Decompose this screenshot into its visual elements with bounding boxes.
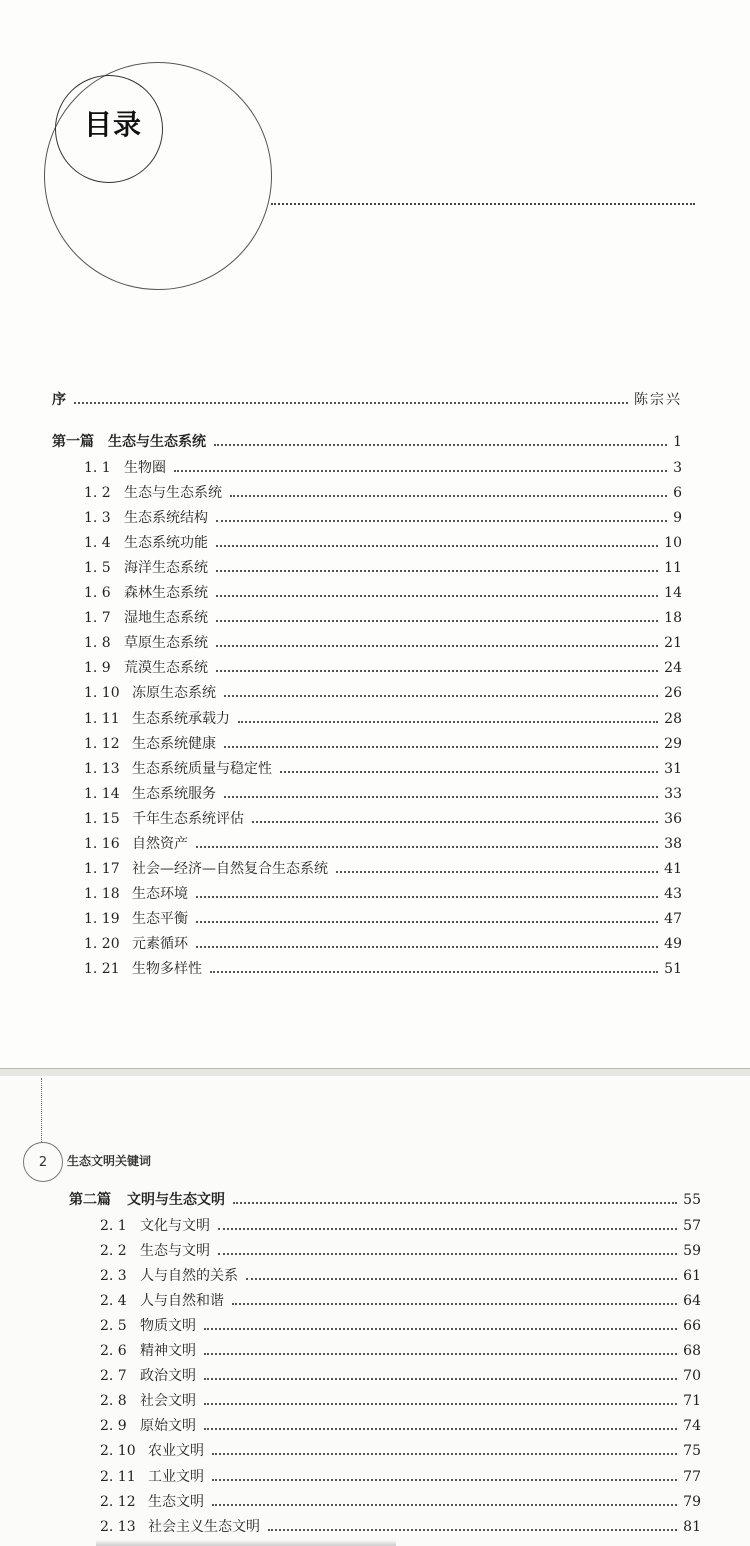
toc-entry-number: 1. 9 xyxy=(84,660,111,677)
toc-page-number: 61 xyxy=(683,1268,701,1285)
toc-leader-dots xyxy=(216,620,658,622)
toc-entry-title: 海洋生态系统 xyxy=(124,560,208,577)
toc-page-number: 24 xyxy=(664,660,682,677)
toc-entry-row[interactable] xyxy=(84,831,682,853)
toc-entry-title: 文化与文明 xyxy=(140,1218,210,1234)
toc-entry-row[interactable] xyxy=(100,1489,701,1511)
toc-entry-row[interactable] xyxy=(100,1388,701,1410)
toc-entry-title: 森林生态系统 xyxy=(124,585,208,602)
toc-entry-row[interactable] xyxy=(100,1313,701,1335)
toc-entry-row[interactable] xyxy=(100,1263,701,1285)
toc-entry-title: 冻原生态系统 xyxy=(132,685,216,702)
toc-entry-row[interactable] xyxy=(84,906,682,928)
toc-entry-row[interactable] xyxy=(84,731,682,753)
toc-entry-title: 湿地生态系统 xyxy=(124,610,208,627)
toc-leader-dots xyxy=(233,1202,677,1204)
toc-leader-dots xyxy=(204,1428,677,1430)
toc-page-number: 31 xyxy=(664,760,682,777)
toc-entry-title: 生态系统结构 xyxy=(124,510,208,527)
toc-page-number: 41 xyxy=(664,860,682,877)
toc-entry-title: 生态文明 xyxy=(148,1493,204,1510)
toc-page-number: 28 xyxy=(664,710,682,727)
running-header: 生态文明关键词 xyxy=(67,1154,152,1168)
toc-entry-title: 生态系统健康 xyxy=(132,735,216,752)
toc-entry-row[interactable] xyxy=(100,1514,701,1536)
toc-entry-number: 1. 1 xyxy=(84,460,111,476)
toc-entry-row[interactable] xyxy=(84,530,682,552)
toc-page-number: 49 xyxy=(664,935,682,952)
toc-entry-title: 社会文明 xyxy=(140,1393,196,1410)
toc-leader-dots xyxy=(218,1253,677,1255)
toc-entry-number: 2. 7 xyxy=(100,1368,127,1385)
toc-page-number: 14 xyxy=(664,585,682,602)
toc-entry-number: 1. 2 xyxy=(84,485,111,502)
toc-entry-row[interactable] xyxy=(100,1213,701,1235)
toc-part-number: 第二篇 xyxy=(69,1192,111,1208)
page-title: 目录 xyxy=(84,108,143,141)
toc-entry-title: 生态系统承载力 xyxy=(132,710,230,727)
toc-entry-row[interactable] xyxy=(84,655,682,677)
toc-entry-number: 2. 1 xyxy=(100,1218,127,1234)
toc-page-number: 71 xyxy=(683,1393,701,1410)
toc-page-number: 77 xyxy=(683,1468,701,1485)
toc-entry-number: 1. 20 xyxy=(84,935,120,952)
toc-leader-dots xyxy=(218,1228,677,1230)
toc-entry-row[interactable] xyxy=(84,555,682,577)
toc-leader-dots xyxy=(246,1278,677,1280)
toc-entry-row[interactable] xyxy=(100,1413,701,1435)
toc-entry-title: 生态系统服务 xyxy=(132,785,216,802)
toc-entry-row[interactable] xyxy=(84,956,682,978)
toc-part-title: 文明与生态文明 xyxy=(127,1192,225,1208)
toc-entry-title: 社会主义生态文明 xyxy=(148,1518,260,1535)
toc-entry-row[interactable] xyxy=(84,931,682,953)
toc-entry-row[interactable] xyxy=(84,856,682,878)
toc-entry-title: 生态系统质量与稳定性 xyxy=(132,760,272,777)
toc-page-number: 74 xyxy=(683,1418,701,1435)
toc-entry-title: 生物多样性 xyxy=(132,961,202,977)
toc-entry-number: 1. 16 xyxy=(84,835,120,852)
toc-page-number: 70 xyxy=(683,1368,701,1385)
toc-leader-dots xyxy=(238,721,658,723)
toc-page-number: 10 xyxy=(664,535,682,552)
toc-entry-row[interactable] xyxy=(84,881,682,903)
toc-entry-title: 生态系统功能 xyxy=(124,535,208,552)
toc-entry-title: 人与自然和谐 xyxy=(140,1293,224,1310)
toc-entry-number: 1. 3 xyxy=(84,510,111,527)
toc-entry-number: 2. 3 xyxy=(100,1268,127,1285)
toc-entry-number: 1. 4 xyxy=(84,535,111,552)
toc-leader-dots xyxy=(212,1453,677,1455)
toc-entry-number: 1. 5 xyxy=(84,560,111,577)
toc-entry-row[interactable] xyxy=(100,1438,701,1460)
toc-page-number: 81 xyxy=(683,1518,701,1535)
toc-entry-number: 2. 6 xyxy=(100,1343,127,1360)
toc-entry-number: 2. 2 xyxy=(100,1243,127,1260)
toc-page-number: 36 xyxy=(664,810,682,827)
toc-entry-row[interactable] xyxy=(84,455,682,477)
toc-entry-number: 2. 11 xyxy=(100,1468,136,1485)
toc-entry-row[interactable] xyxy=(84,480,682,502)
toc-leader-dots xyxy=(336,871,658,873)
toc-page-number: 79 xyxy=(683,1493,701,1510)
toc-entry-number: 2. 4 xyxy=(100,1293,127,1310)
toc-page-number: 26 xyxy=(664,685,682,702)
toc-leader-dots xyxy=(224,695,658,697)
toc-page-number: 21 xyxy=(664,635,682,652)
toc-entry-number: 1. 17 xyxy=(84,860,120,877)
page-number-badge: 2 xyxy=(23,1142,63,1182)
toc-leader-dots xyxy=(196,921,658,923)
toc-page-number: 1 xyxy=(673,434,682,450)
toc-entry-number: 1. 6 xyxy=(84,585,111,602)
toc-leader-dots xyxy=(224,796,658,798)
toc-page-number: 43 xyxy=(664,885,682,902)
toc-entry-row[interactable] xyxy=(84,605,682,627)
toc-leader-dots xyxy=(204,1328,677,1330)
toc-part-row[interactable] xyxy=(52,429,682,451)
toc-entry-title: 荒漠生态系统 xyxy=(124,660,208,677)
toc-leader-dots xyxy=(74,402,628,404)
toc-entry-number: 1. 21 xyxy=(84,961,120,977)
toc-entry-row[interactable] xyxy=(100,1338,701,1360)
toc-page-number: 47 xyxy=(664,910,682,927)
toc-entry-number: 2. 13 xyxy=(100,1518,136,1535)
toc-entry-row[interactable] xyxy=(84,806,682,828)
toc-entry-title: 生态与文明 xyxy=(140,1243,210,1260)
toc-entry-title: 草原生态系统 xyxy=(124,635,208,652)
toc-leader-dots xyxy=(214,444,667,446)
toc-leader-dots xyxy=(268,1529,677,1531)
toc-leader-dots xyxy=(210,971,658,973)
toc-entry-row[interactable] xyxy=(100,1464,701,1486)
toc-entry-row[interactable] xyxy=(84,630,682,652)
toc-leader-dots xyxy=(224,746,658,748)
toc-page-number: 11 xyxy=(664,560,682,577)
toc-page-number: 75 xyxy=(683,1443,701,1460)
toc-leader-dots xyxy=(216,520,667,522)
toc-entry-row[interactable] xyxy=(84,580,682,602)
toc-entry-number: 2. 5 xyxy=(100,1318,127,1335)
toc-preface-author: 陈宗兴 xyxy=(634,392,682,408)
toc-entry-row[interactable] xyxy=(100,1238,701,1260)
toc-page-number: 68 xyxy=(683,1343,701,1360)
toc-leader-dots xyxy=(216,670,658,672)
toc-page-number: 9 xyxy=(673,510,682,527)
toc-entry-title: 生态平衡 xyxy=(132,910,188,927)
toc-entry-number: 1. 11 xyxy=(84,710,120,727)
toc-entry-number: 1. 18 xyxy=(84,885,120,902)
toc-entry-row[interactable] xyxy=(84,756,682,778)
toc-entry-title: 原始文明 xyxy=(140,1418,196,1435)
cropped-next-entry xyxy=(96,1540,396,1546)
toc-leader-dots xyxy=(204,1403,677,1405)
toc-leader-dots xyxy=(216,545,658,547)
toc-page-number: 57 xyxy=(683,1218,701,1234)
toc-leader-dots xyxy=(252,821,658,823)
toc-entry-title: 农业文明 xyxy=(148,1443,204,1460)
toc-part-title: 生态与生态系统 xyxy=(108,434,206,450)
toc-entry-title: 元素循环 xyxy=(132,935,188,952)
toc-leader-dots xyxy=(204,1353,677,1355)
toc-entry-title: 生态与生态系统 xyxy=(124,485,222,502)
toc-entry-row[interactable] xyxy=(84,505,682,527)
toc-leader-dots xyxy=(216,645,658,647)
toc-page-number: 29 xyxy=(664,735,682,752)
title-dotted-rule xyxy=(271,203,695,205)
toc-leader-dots xyxy=(212,1504,677,1506)
toc-entry-title: 生物圈 xyxy=(124,460,166,476)
toc-page-number: 55 xyxy=(683,1192,701,1208)
toc-entry-row[interactable] xyxy=(84,781,682,803)
toc-entry-number: 2. 12 xyxy=(100,1493,136,1510)
toc-page-number: 33 xyxy=(664,785,682,802)
toc-entry-number: 1. 19 xyxy=(84,910,120,927)
toc-entry-number: 1. 12 xyxy=(84,735,120,752)
toc-leader-dots xyxy=(216,595,658,597)
toc-page-number: 59 xyxy=(683,1243,701,1260)
toc-leader-dots xyxy=(216,570,658,572)
toc-entry-title: 工业文明 xyxy=(148,1468,204,1485)
toc-leader-dots xyxy=(212,1479,677,1481)
toc-page-number: 6 xyxy=(673,485,682,502)
toc-entry-row[interactable] xyxy=(84,706,682,728)
toc-page-number: 18 xyxy=(664,610,682,627)
toc-part-row[interactable] xyxy=(69,1187,701,1209)
toc-entry-number: 1. 14 xyxy=(84,785,120,802)
toc-leader-dots xyxy=(232,1303,677,1305)
toc-leader-dots xyxy=(174,470,667,472)
toc-leader-dots xyxy=(196,946,658,948)
toc-entry-number: 1. 8 xyxy=(84,635,111,652)
toc-entry-number: 2. 9 xyxy=(100,1418,127,1435)
toc-entry-title: 政治文明 xyxy=(140,1368,196,1385)
toc-page-number: 64 xyxy=(683,1293,701,1310)
toc-entry-title: 社会—经济—自然复合生态系统 xyxy=(132,860,328,877)
toc-entry-title: 生态环境 xyxy=(132,885,188,902)
toc-leader-dots xyxy=(204,1378,677,1380)
toc-entry-row[interactable] xyxy=(100,1363,701,1385)
toc-entry-title: 物质文明 xyxy=(140,1318,196,1335)
toc-entry-row[interactable] xyxy=(100,1288,701,1310)
toc-entry-number: 1. 10 xyxy=(84,685,120,702)
toc-entry-number: 1. 15 xyxy=(84,810,120,827)
toc-page-number: 66 xyxy=(683,1318,701,1335)
toc-entry-title: 自然资产 xyxy=(132,835,188,852)
toc-page-number: 51 xyxy=(664,961,682,977)
toc-leader-dots xyxy=(230,495,667,497)
toc-preface-label: 序 xyxy=(52,392,66,408)
toc-page-number: 3 xyxy=(673,460,682,476)
toc-entry-number: 2. 10 xyxy=(100,1443,136,1460)
toc-leader-dots xyxy=(196,846,658,848)
toc-entry-title: 千年生态系统评估 xyxy=(132,810,244,827)
toc-entry-number: 1. 13 xyxy=(84,760,120,777)
toc-part-number: 第一篇 xyxy=(52,434,94,450)
toc-leader-dots xyxy=(196,896,658,898)
toc-entry-number: 2. 8 xyxy=(100,1393,127,1410)
page-number-dotted-line xyxy=(41,1078,42,1142)
toc-entry-row[interactable] xyxy=(84,680,682,702)
toc-preface-row[interactable] xyxy=(52,387,682,409)
toc-page-number: 38 xyxy=(664,835,682,852)
toc-entry-number: 1. 7 xyxy=(84,610,111,627)
toc-entry-title: 精神文明 xyxy=(140,1343,196,1360)
toc-leader-dots xyxy=(280,771,658,773)
toc-entry-title: 人与自然的关系 xyxy=(140,1268,238,1285)
